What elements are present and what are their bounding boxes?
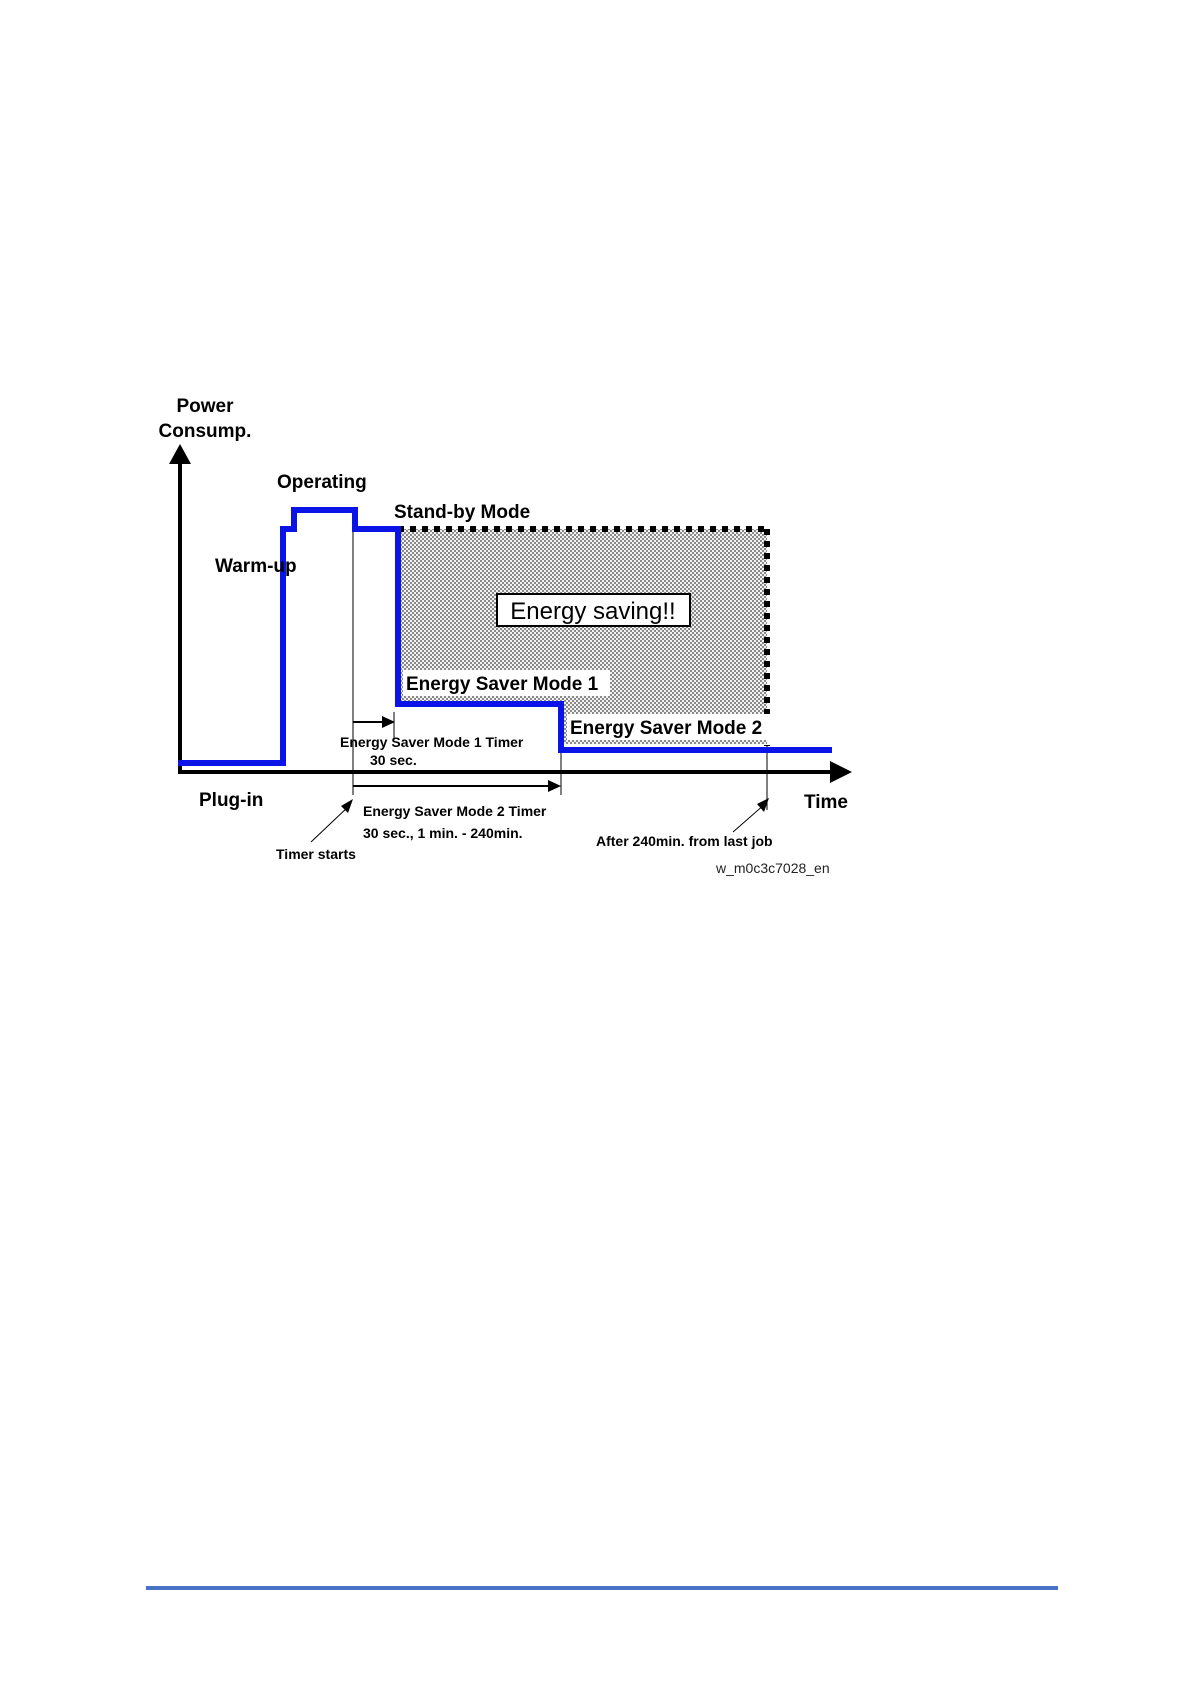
mode1-label: Energy Saver Mode 1: [406, 674, 599, 695]
mode2-label: Energy Saver Mode 2: [570, 718, 763, 739]
y-axis-arrowhead: [169, 444, 191, 464]
warmup-label: Warm-up: [215, 556, 297, 577]
mode2-timer-arrowhead: [548, 780, 561, 792]
timer2-label-line2: 30 sec., 1 min. - 240min.: [363, 825, 523, 841]
plugin-label: Plug-in: [199, 790, 264, 811]
footer-rule: [146, 1586, 1058, 1590]
energy-saving-area: [398, 529, 767, 744]
after-240-pointer: [733, 804, 765, 832]
after-240-label: After 240min. from last job: [596, 833, 773, 849]
timer-starts-pointer: [311, 806, 349, 842]
standby-label: Stand-by Mode: [394, 502, 531, 523]
energy-saving-label: Energy saving!!: [510, 598, 676, 625]
timer2-label-line1: Energy Saver Mode 2 Timer: [363, 803, 547, 819]
timer-starts-pointer-head: [341, 799, 353, 813]
mode1-timer-arrowhead: [382, 716, 395, 728]
x-axis-arrowhead: [830, 761, 852, 783]
timer-starts-label: Timer starts: [276, 846, 356, 862]
timer1-label-line2: 30 sec.: [370, 752, 417, 768]
x-axis-label: Time: [804, 792, 849, 813]
y-axis-label-line2: Consump.: [158, 421, 252, 442]
timer1-label-line1: Energy Saver Mode 1 Timer: [340, 734, 524, 750]
figure-code: w_m0c3c7028_en: [716, 860, 830, 876]
y-axis-label-line1: Power: [176, 396, 234, 417]
operating-label: Operating: [277, 472, 367, 493]
